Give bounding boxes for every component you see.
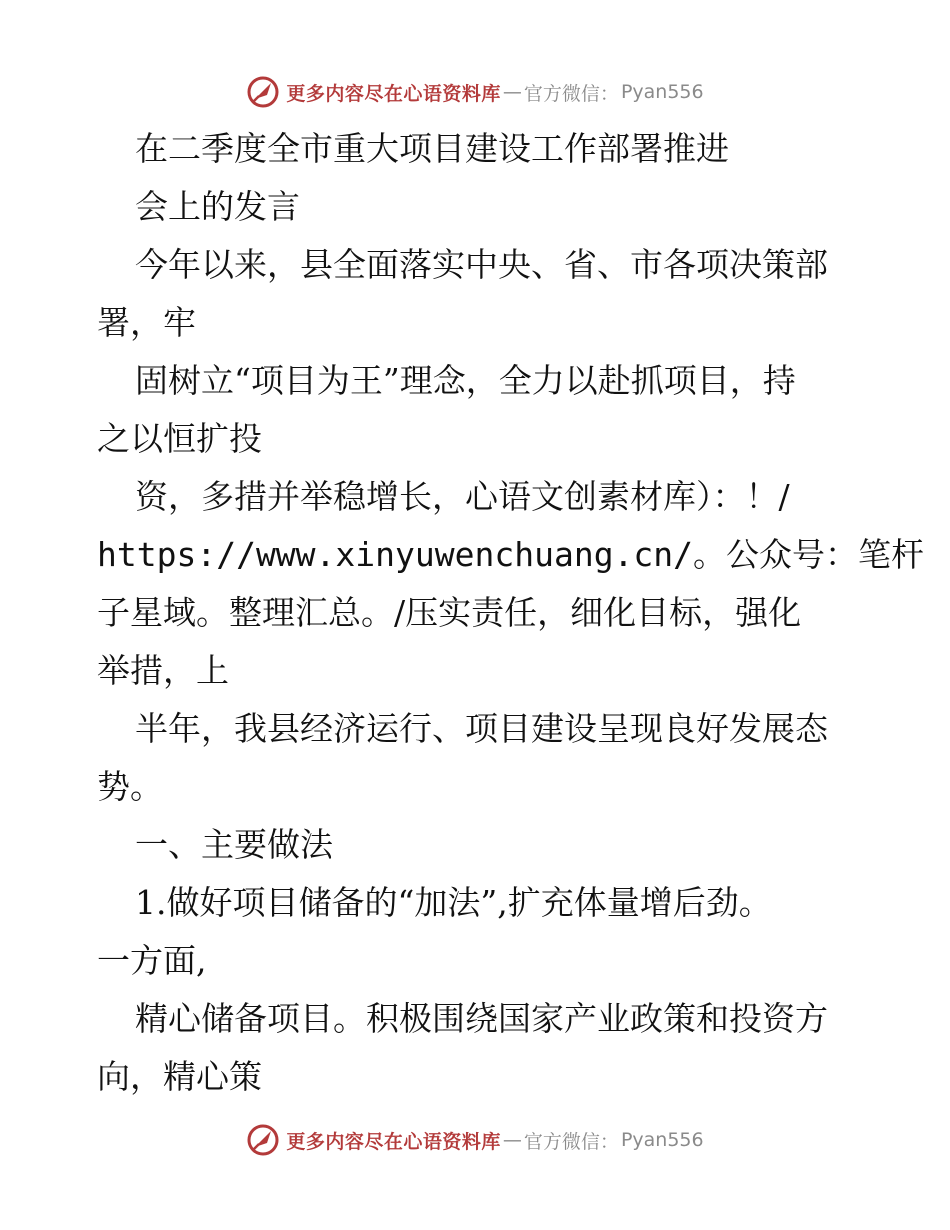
section-heading: 一、主要做法: [135, 825, 333, 864]
quill-logo-icon: [246, 1123, 280, 1157]
watermark-wechat-id: Pyan556: [620, 1129, 704, 1151]
paragraph-line: 向，精心策: [97, 1057, 262, 1096]
paragraph-line: 资，多措并举稳增长，心语文创素材库）：！/: [135, 477, 790, 516]
paragraph-line: 举措，上: [97, 651, 229, 690]
paragraph-line: 半年，我县经济运行、项目建设呈现良好发展态: [135, 709, 828, 748]
watermark-wechat-label: 官方微信：: [523, 1130, 619, 1153]
footer-watermark: [0, 1118, 950, 1162]
watermark-separator: —: [502, 1129, 522, 1151]
watermark-wechat-label: 官方微信：: [523, 82, 619, 105]
paragraph-line: 署，牢: [97, 303, 196, 342]
paragraph-line: 之以恒扩投: [97, 419, 262, 458]
paragraph-line: 子星域。整理汇总。/压实责任，细化目标，强化: [97, 593, 802, 632]
quill-logo-icon: [246, 75, 280, 109]
paragraph-line: 势。: [97, 767, 163, 806]
document-body: [97, 120, 925, 1106]
subsection-heading: 1.做好项目储备的“加法”,扩充体量增后劲。: [135, 883, 772, 922]
watermark-separator: —: [502, 81, 522, 103]
paragraph-line: 精心储备项目。积极围绕国家产业政策和投资方: [135, 999, 828, 1038]
watermark-main-text: 更多内容尽在心语资料库: [286, 82, 501, 105]
watermark-main-text: 更多内容尽在心语资料库: [286, 1130, 501, 1153]
title-line-2: 会上的发言: [135, 187, 300, 226]
paragraph-line-url: https://www.xinyuwenchuang.cn/。公众号：笔杆: [97, 535, 925, 574]
watermark-wechat-id: Pyan556: [620, 81, 704, 103]
header-watermark: [0, 70, 950, 114]
title-line-1: 在二季度全市重大项目建设工作部署推进: [135, 129, 729, 168]
paragraph-line: 今年以来，县全面落实中央、省、市各项决策部: [135, 245, 828, 284]
paragraph-line: 固树立“项目为王”理念，全力以赴抓项目，持: [135, 361, 796, 400]
paragraph-line: 一方面,: [97, 941, 207, 980]
